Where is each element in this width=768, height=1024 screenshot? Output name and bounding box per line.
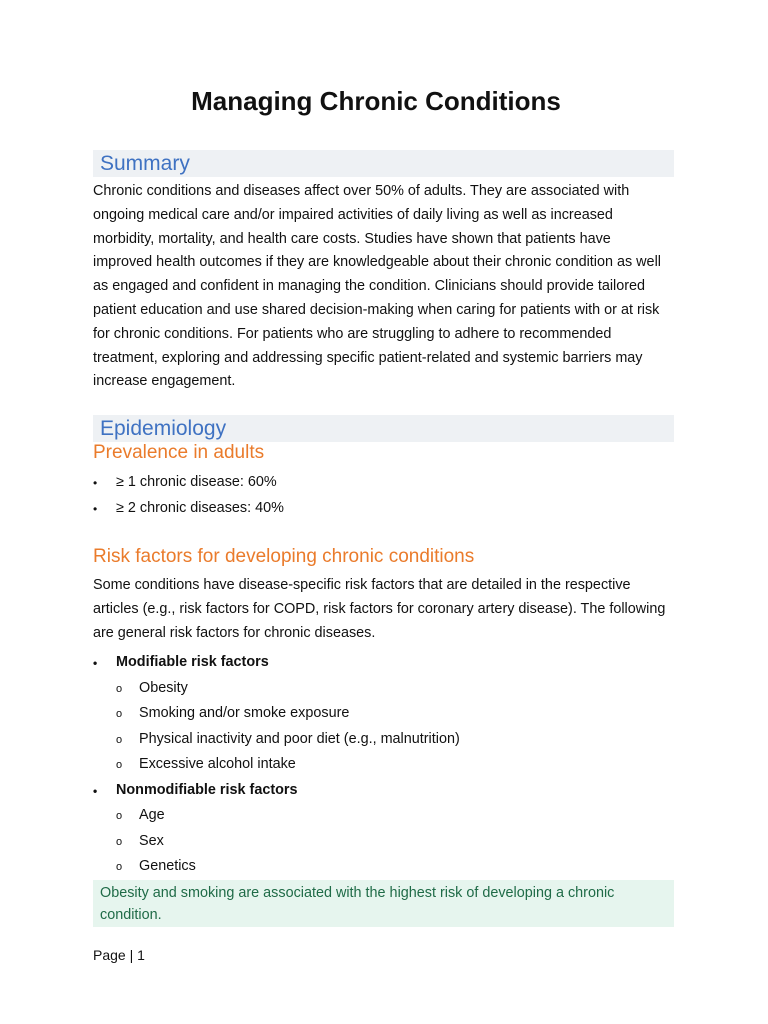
circle-bullet-icon: o (116, 835, 123, 848)
list-item: • ≥ 2 chronic diseases: 40% (93, 496, 673, 522)
list-item-modifiable: • Modifiable risk factors (93, 650, 673, 676)
prevalence-list (93, 470, 673, 521)
summary-paragraph: Chronic conditions and diseases affect over 50% of adults. They are associated with ongoing medical care and/or impaired activities of daily living as well as increased morbidity, mortality, and health care costs. Studies have shown that patients have improved health outcomes if they are knowledgeable about their chronic condition as well as engaged and confident in managing the condition. Clinicians should provide tailored patient education and use shared decision-making when caring for patients with or at risk for chronic conditions. For patients who are struggling to adhere to recommended treatment, exploring and addressing specific patient-related and systemic barriers may increase engagement. (93, 183, 661, 390)
epidemiology-section-bar (93, 415, 674, 442)
risk-factors-intro: Some conditions have disease-specific risk factors that are detailed in the respective articles (e.g., risk factors for COPD, risk factors for coronary artery disease). The following are general risk factors for chronic diseases. (93, 577, 666, 641)
summary-heading: Summary (100, 152, 190, 175)
summary-section-bar (93, 150, 674, 177)
prevalence-subheading: Prevalence in adults (93, 442, 265, 463)
key-point-callout: Obesity and smoking are associated with the highest risk of developing a chronic condition. (93, 880, 674, 927)
bullet-icon: • (93, 501, 98, 516)
circle-bullet-icon: o (116, 682, 123, 695)
list-item: o Sex (93, 829, 673, 855)
risk-factors-list (93, 650, 673, 880)
circle-bullet-icon: o (116, 861, 123, 873)
epidemiology-heading: Epidemiology (100, 417, 227, 440)
list-item: • ≥ 1 chronic disease: 60% (93, 470, 673, 496)
bullet-icon: • (93, 656, 98, 670)
circle-bullet-icon: o (116, 708, 123, 720)
list-item: o Genetics (93, 854, 673, 880)
circle-bullet-icon: o (116, 810, 123, 822)
list-item-nonmodifiable: • Nonmodifiable risk factors (93, 778, 673, 804)
list-item: o Smoking and/or smoke exposure (93, 701, 673, 727)
list-item: o Obesity (93, 676, 673, 702)
page-title: Managing Chronic Conditions (191, 86, 561, 116)
list-item: o Age (93, 803, 673, 829)
page-number: Page | 1 (93, 947, 145, 963)
bullet-icon: • (93, 783, 98, 798)
list-item: o Physical inactivity and poor diet (e.g., malnutrition) (93, 727, 673, 753)
risk-factors-subheading: Risk factors for developing chronic conditions (93, 546, 475, 567)
circle-bullet-icon: o (116, 733, 123, 746)
list-item: o Excessive alcohol intake (93, 752, 673, 778)
circle-bullet-icon: o (116, 759, 123, 771)
bullet-icon: • (93, 476, 98, 490)
